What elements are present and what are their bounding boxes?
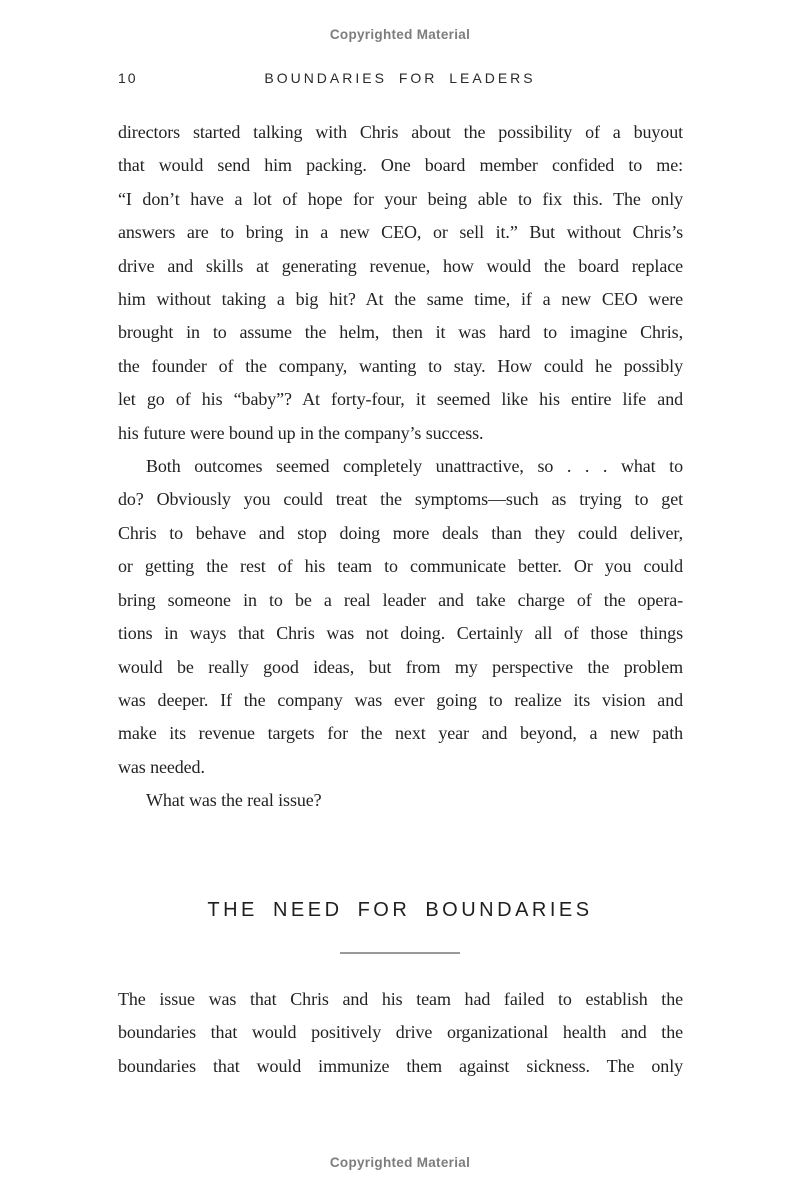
copyright-notice-top: Copyrighted Material xyxy=(329,27,471,42)
text-line: would be really good ideas, but from my perspective the problem xyxy=(118,656,683,677)
paragraph xyxy=(118,450,683,784)
text-line: bring someone in to be a real leader and take charge of the opera- xyxy=(118,589,683,610)
section-heading: THE NEED FOR BOUNDARIES xyxy=(207,899,593,921)
text-line: Chris to behave and stop doing more deals than they could deliver, xyxy=(118,522,683,543)
text-line: “I don’t have a lot of hope for your being able to fix this. The only xyxy=(118,188,683,209)
body-text-after-heading xyxy=(118,983,683,1083)
text-line: boundaries that would immunize them against sickness. The only xyxy=(118,1055,683,1076)
text-line: that would send him packing. One board member confided to me: xyxy=(118,155,683,176)
text-line: Both outcomes seemed completely unattractive, so . . . what to xyxy=(146,456,683,477)
page-number: 10 xyxy=(118,70,138,86)
running-head: BOUNDARIES FOR LEADERS xyxy=(264,70,536,86)
text-line: him without taking a big hit? At the same time, if a new CEO were xyxy=(118,289,683,310)
body-text-before-heading xyxy=(118,116,683,818)
text-line: brought in to assume the helm, then it was hard to imagine Chris, xyxy=(118,322,683,343)
page-header xyxy=(0,70,800,90)
text-line: let go of his “baby”? At forty-four, it seemed like his entire life and xyxy=(118,389,683,410)
copyright-notice-bottom: Copyrighted Material xyxy=(329,1155,471,1170)
text-line: the founder of the company, wanting to stay. How could he possibly xyxy=(118,355,683,376)
text-line: do? Obviously you could treat the symptoms—such as trying to get xyxy=(118,489,683,510)
text-line: was needed. xyxy=(118,756,205,777)
paragraph xyxy=(118,784,683,817)
text-line: or getting the rest of his team to communicate better. Or you could xyxy=(118,556,683,577)
text-line: What was the real issue? xyxy=(146,790,322,811)
section-divider-rule xyxy=(340,952,460,954)
text-line: directors started talking with Chris about the possibility of a buyout xyxy=(118,122,683,142)
text-line: boundaries that would positively drive organizational health and the xyxy=(118,1022,683,1043)
text-line: tions in ways that Chris was not doing. Certainly all of those things xyxy=(118,623,683,644)
text-line: make its revenue targets for the next year and beyond, a new path xyxy=(118,723,683,744)
text-line: answers are to bring in a new CEO, or sell it.” But without Chris’s xyxy=(118,222,683,243)
text-line: The issue was that Chris and his team had failed to establish the xyxy=(118,989,683,1009)
paragraph xyxy=(118,983,683,1083)
paragraph xyxy=(118,116,683,450)
text-line: drive and skills at generating revenue, how would the board replace xyxy=(118,255,683,276)
text-line: was deeper. If the company was ever going to realize its vision and xyxy=(118,689,683,710)
text-line: his future were bound up in the company’s success. xyxy=(118,422,484,443)
